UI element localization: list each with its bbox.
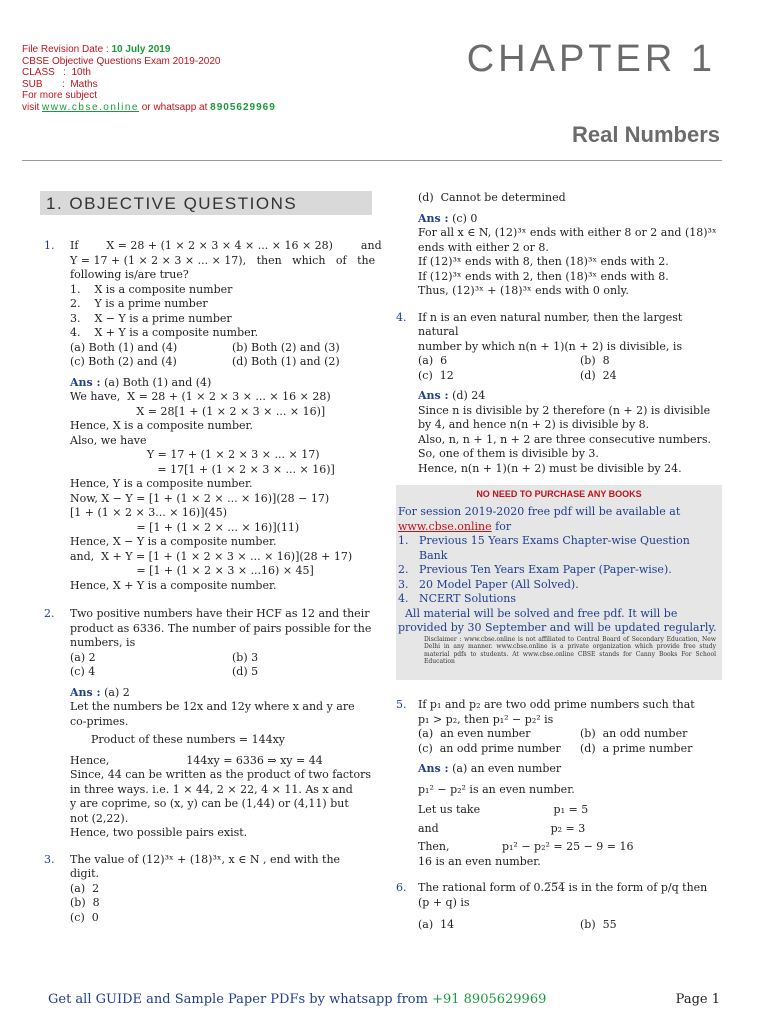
footer-text: Get all GUIDE and Sample Paper PDFs by whatsapp from (48, 992, 428, 1007)
answer-text: (d) 24 (452, 389, 486, 402)
q1-line: following is/are true? (70, 268, 189, 281)
page-number: Page 1 (675, 992, 720, 1007)
answer-text: (a) 2 (104, 685, 130, 699)
option-a: (a) Both (1) and (4) (70, 340, 178, 354)
promo-item: 2. Previous Ten Years Exam Paper (Paper-wise). (398, 563, 672, 576)
chapter-title: CHAPTER 1 (466, 38, 716, 80)
promo-item: 3. 20 Model Paper (All Solved). (398, 577, 579, 591)
subject-title: Real Numbers (572, 122, 720, 147)
option-row (418, 742, 722, 757)
option-a: (a) 2 (70, 650, 96, 664)
answer-text: (a) Both (1) and (4) (104, 375, 212, 389)
option-b: (b) 55 (580, 918, 617, 931)
promo-closing: All material will be solved and free pdf. It will be (398, 606, 678, 620)
solution-line: = [1 + (1 × 2 × ... × 16)](11) (70, 520, 300, 534)
solution-line: For all x ∈ N, (12)³ˣ ends with either 8 or 2 and (18)³ˣ (418, 226, 717, 239)
option-row (418, 727, 722, 742)
option-row (70, 341, 372, 356)
q2-line: numbers, is (70, 636, 136, 649)
solution-line: and, X + Y = [1 + (1 × 2 × 3 × ... × 16)](28 + 17) (70, 549, 353, 563)
q1-line: Y = 17 + (1 × 2 × 3 × ... × 17), then which of the (70, 253, 376, 267)
solution-line: Also, we have (70, 433, 147, 447)
q1-line: 4. X + Y is a composite number. (70, 326, 259, 339)
promo-box (396, 485, 722, 680)
visit-line (22, 102, 342, 114)
solution-line: Hence, X is a composite number. (70, 419, 254, 432)
header-divider (22, 160, 722, 161)
solution-line: Hence, X − Y is a composite number. (70, 535, 277, 548)
exam-line: CBSE Objective Questions Exam 2019-2020 (22, 55, 221, 67)
question-number: 6. (396, 881, 407, 894)
solution-line: not (2,22). (70, 811, 129, 825)
footer-phone: +91 8905629969 (432, 992, 547, 1007)
solution-line: [1 + (1 × 2 × 3... × 16)](45) (70, 506, 228, 519)
option-d: (d) Cannot be determined (418, 191, 566, 204)
solution-line: Y = 17 + (1 × 2 × 3 × ... × 17) (70, 448, 320, 461)
question-number: 3. (44, 852, 55, 866)
solution-line: = [1 + (1 × 2 × 3 × ...16) × 45] (70, 564, 314, 577)
class-line: CLASS : 10th (22, 67, 91, 78)
solution-line: and p₂ = 3 (418, 821, 586, 835)
answer-text: (a) an even number (452, 762, 562, 775)
option-d: (d) a prime number (580, 741, 693, 755)
solution-line: ends with either 2 or 8. (418, 240, 549, 254)
promo-disclaimer: Disclaimer : www.cbse.online is not affiliated to Central Board of Secondary Education, New Delhi in any manner. www.cbse.online is a private organization which provide free study material pdfs to students. At www.cbse.online CBSE stands for Canny Books For School Education (424, 635, 716, 665)
option-b: (b) 3 (232, 650, 259, 664)
solution-line: Hence, Y is a composite number. (70, 477, 253, 490)
question-5 (392, 698, 722, 869)
option-c: (c) 0 (70, 910, 99, 924)
revision-label: File Revision Date : (22, 44, 109, 55)
solution-line: Product of these numbers = 144xy (70, 733, 285, 746)
q5-line: p₁ > p₂, then p₁² − p₂² is (418, 712, 554, 726)
option-b: (b) 8 (580, 354, 610, 367)
solution-line: Since, 44 can be written as the product of two factors (70, 768, 371, 781)
option-d: (d) 24 (580, 368, 617, 382)
solution-line: = 17[1 + (1 × 2 × 3 × ... × 16)] (70, 462, 335, 476)
question-number: 5. (396, 698, 407, 711)
whatsapp-label: or whatsapp at (141, 101, 208, 113)
q2-line: Two positive numbers have their HCF as 12 and their (70, 607, 370, 620)
promo-site-link[interactable]: www.cbse.online (398, 519, 492, 533)
answer-label: Ans : (418, 762, 449, 775)
option-a: (a) 14 (418, 918, 455, 931)
promo-link-line (398, 520, 720, 535)
question-2 (44, 607, 372, 841)
site-link[interactable]: www.cbse.online (42, 101, 139, 113)
option-c: (c) 12 (418, 368, 454, 382)
answer-line (70, 376, 372, 391)
promo-line: For session 2019-2020 free pdf will be available at (398, 505, 681, 518)
solution-line: Now, X − Y = [1 + (1 × 2 × ... × 16)](28 − 17) (70, 491, 330, 505)
sub-line: SUB : Maths (22, 78, 98, 90)
solution-line: Since n is divisible by 2 therefore (n + 2) is divisible (418, 403, 711, 417)
option-c: (c) Both (2) and (4) (70, 355, 177, 368)
answer-line (70, 686, 372, 701)
promo-item: Bank (398, 548, 448, 562)
q1-line: 1. X is a composite number (70, 282, 233, 296)
option-row (418, 918, 722, 933)
promo-for: for (495, 519, 512, 533)
solution-line: co-primes. (70, 714, 129, 728)
option-row (418, 369, 722, 384)
question-number: 2. (44, 607, 55, 620)
q2-line: product as 6336. The number of pairs possible for the (70, 621, 372, 635)
solution-line: We have, X = 28 + (1 × 2 × 3 × ... × 16 × 28) (70, 390, 331, 403)
q5-line: If p₁ and p₂ are two odd prime numbers such that (418, 698, 695, 711)
section-heading: 1. OBJECTIVE QUESTIONS (40, 191, 372, 215)
footer-promo (48, 992, 546, 1007)
promo-closing: provided by 30 September and will be updated regularly. (398, 621, 717, 634)
solution-line: Hence, 144xy = 6336 ⇒ xy = 44 (70, 753, 323, 767)
q6-line: (p + q) is (418, 895, 470, 909)
promo-item: 1. Previous 15 Years Exams Chapter-wise Question (398, 534, 690, 547)
solution-line: Let us take p₁ = 5 (418, 803, 589, 816)
option-d: (d) 5 (232, 665, 259, 678)
revision-date: 10 July 2019 (111, 44, 171, 55)
file-header (22, 44, 342, 113)
solution-line: If (12)³ˣ ends with 2, then (18)³ˣ ends with 8. (418, 269, 669, 283)
answer-line (418, 762, 722, 777)
promo-item: 4. NCERT Solutions (398, 592, 517, 605)
solution-line: in three ways. i.e. 1 × 44, 2 × 22, 4 × 11. As x and (70, 782, 353, 796)
solution-line: by 4, and hence n(n + 2) is divisible by 8. (418, 418, 650, 431)
option-a: (a) 6 (418, 354, 448, 367)
option-row (70, 355, 372, 370)
answer-label: Ans : (418, 389, 449, 402)
solution-line: If (12)³ˣ ends with 8, then (18)³ˣ ends with 2. (418, 255, 669, 268)
answer-line (418, 212, 722, 227)
q1-line: If X = 28 + (1 × 2 × 3 × 4 × ... × 16 × 28) and (70, 239, 382, 252)
option-row (70, 651, 372, 666)
visit-label: visit (22, 101, 40, 113)
q3-line: The value of (12)³ˣ + (18)³ˣ, x ∈ N , end with the digit. (70, 852, 341, 880)
q6-line: The rational form of 0.2̅5̅4̅ is in the form of p/q then (418, 881, 708, 894)
more-line: For more subject (22, 90, 98, 101)
answer-label: Ans : (70, 685, 101, 699)
q1-line: 3. X − Y is a prime number (70, 311, 232, 325)
question-number: 1. (44, 239, 55, 252)
phone-number: 8905629969 (210, 101, 276, 113)
question-4 (392, 311, 722, 477)
solution-line: Then, p₁² − p₂² = 25 − 9 = 16 (418, 840, 634, 853)
option-c: (c) 4 (70, 665, 96, 678)
question-1 (44, 239, 382, 593)
option-a: (a) 2 (70, 881, 100, 895)
solution-line: Hence, X + Y is a composite number. (70, 578, 277, 592)
option-row (418, 354, 722, 369)
q1-line: 2. Y is a prime number (70, 297, 208, 310)
left-column (44, 239, 382, 925)
question-3-continued (418, 191, 722, 299)
question-3 (44, 853, 372, 926)
right-column-lower (392, 698, 722, 933)
option-b: (b) an odd number (580, 727, 688, 740)
question-number: 4. (396, 310, 407, 324)
option-row (70, 665, 372, 680)
solution-line: Hence, two possible pairs exist. (70, 826, 248, 839)
q4-line: number by which n(n + 1)(n + 2) is divisible, is (418, 339, 683, 353)
solution-line: Hence, n(n + 1)(n + 2) must be divisible by 24. (418, 461, 682, 475)
answer-text: (c) 0 (452, 211, 478, 225)
option-c: (c) an odd prime number (418, 741, 561, 755)
answer-label: Ans : (418, 211, 449, 225)
solution-line: Thus, (12)³ˣ + (18)³ˣ ends with 0 only. (418, 284, 629, 297)
right-column (392, 191, 722, 476)
answer-line (418, 389, 722, 404)
solution-line: 16 is an even number. (418, 854, 541, 868)
question-6 (392, 881, 722, 933)
solution-line: So, one of them is divisible by 3. (418, 447, 599, 460)
solution-line: Also, n, n + 1, n + 2 are three consecutive numbers. (418, 432, 711, 446)
solution-line: y are coprime, so (x, y) can be (1,44) or (4,11) but (70, 797, 349, 810)
q4-line: If n is an even natural number, then the largest natural (418, 310, 683, 338)
solution-line: Let the numbers be 12x and 12y where x and y are (70, 700, 355, 713)
option-a: (a) an even number (418, 727, 531, 740)
option-d: (d) Both (1) and (2) (232, 355, 340, 368)
promo-heading: NO NEED TO PURCHASE ANY BOOKS (476, 489, 642, 499)
solution-line: X = 28[1 + (1 × 2 × 3 × ... × 16)] (70, 404, 326, 418)
solution-line: p₁² − p₂² is an even number. (418, 782, 575, 796)
option-b: (b) Both (2) and (3) (232, 340, 340, 354)
option-b: (b) 8 (70, 896, 100, 909)
answer-label: Ans : (70, 375, 101, 389)
